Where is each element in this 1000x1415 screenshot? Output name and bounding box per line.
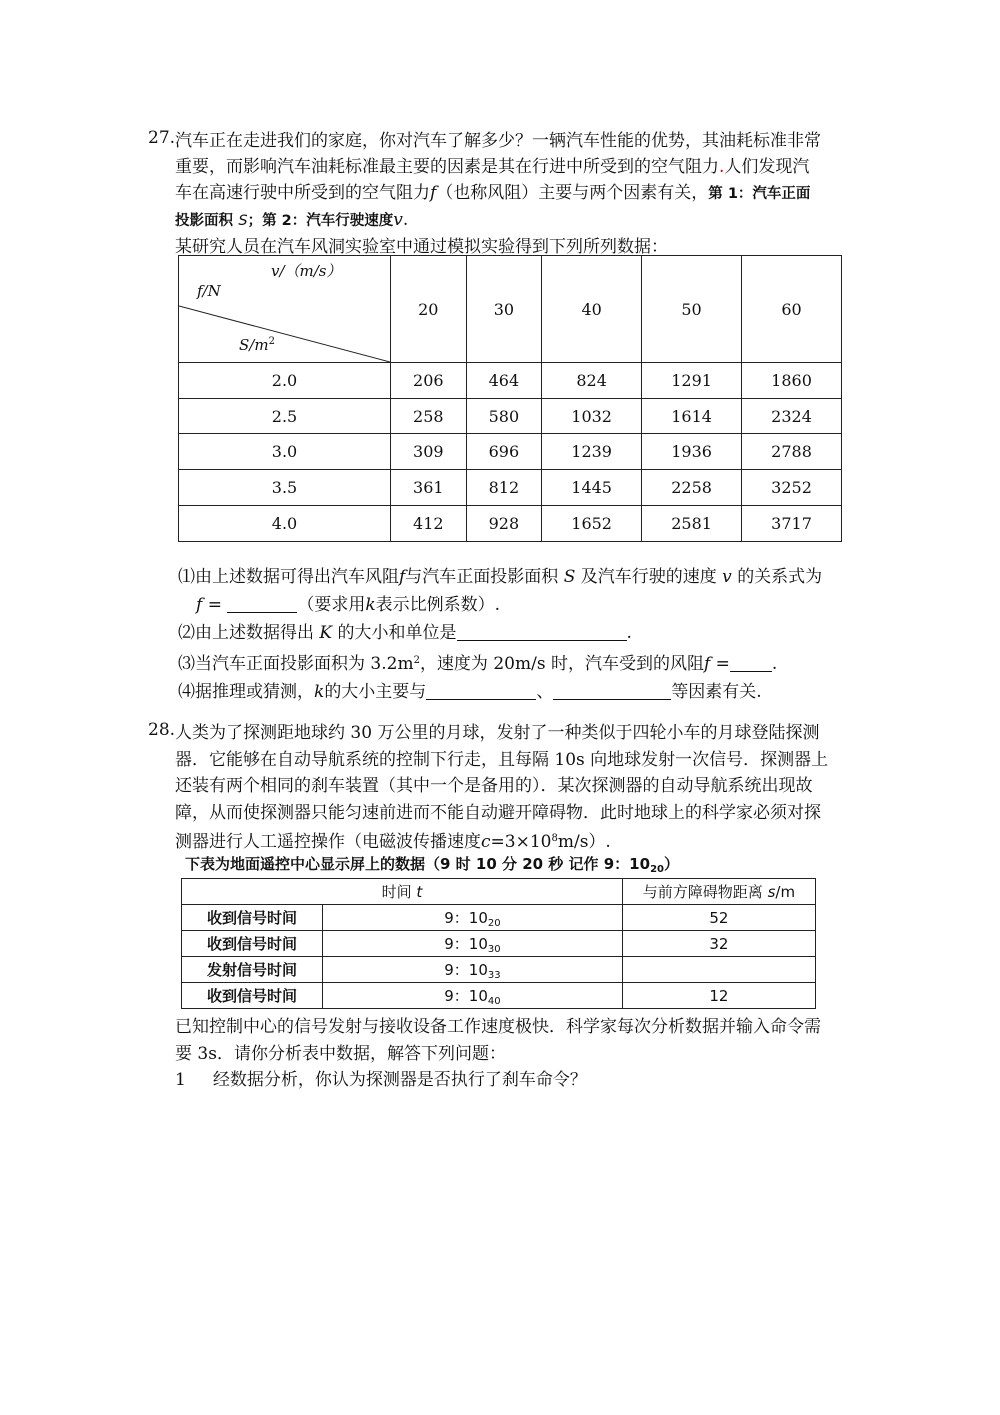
value-cell: 464 bbox=[466, 363, 542, 399]
value-cell: 824 bbox=[542, 363, 642, 399]
distance-cell bbox=[622, 957, 815, 983]
table-row bbox=[179, 434, 842, 470]
q28-after-line2: 要 3s．请你分析表中数据，解答下列问题： bbox=[175, 1043, 506, 1064]
header-force: f/N bbox=[197, 282, 221, 300]
q27-line2-end: 人们发现汽 bbox=[724, 157, 810, 177]
value-cell: 580 bbox=[466, 399, 542, 434]
value-cell: 1936 bbox=[642, 434, 742, 470]
q27-line3-text: 车在高速行驶中所受到的空气阻力 bbox=[175, 183, 430, 203]
value-cell: 2581 bbox=[642, 506, 742, 542]
time-cell: 9：$10_{30}$ bbox=[323, 931, 623, 957]
value-cell: 2324 bbox=[742, 399, 842, 434]
value-cell: 1860 bbox=[742, 363, 842, 399]
q28-after-line1: 已知控制中心的信号发射与接收设备工作速度极快．科学家每次分析数据并输入命令需 bbox=[175, 1017, 821, 1037]
event-label: 收到信号时间 bbox=[182, 983, 323, 1009]
speed-header: 50 bbox=[642, 256, 742, 363]
speed-header: 40 bbox=[542, 256, 642, 363]
area-cell: 4.0 bbox=[179, 506, 391, 542]
q27-line3-text2: （也称风阻）主要与两个因素有关， bbox=[436, 183, 709, 203]
area-cell: 3.0 bbox=[179, 434, 391, 470]
value-cell: 1239 bbox=[542, 434, 642, 470]
q27-line2-text: 重要，而影响汽车油耗标准最主要的因素是其在行进中所受到的空气阻力 bbox=[175, 157, 719, 177]
table-caption: 下表为地面遥控中心显示屏上的数据（9 时 10 分 20 秒 记作 9：$10_{20}$） bbox=[185, 855, 679, 875]
q27-line4-sans: 投影面积 bbox=[175, 213, 233, 229]
diagonal-header-cell bbox=[179, 256, 391, 363]
value-cell: 3717 bbox=[742, 506, 842, 542]
q27-number: 27. bbox=[148, 128, 176, 148]
value-cell: 361 bbox=[391, 470, 467, 506]
time-cell: 9：$10_{20}$ bbox=[323, 905, 623, 931]
value-cell: 1032 bbox=[542, 399, 642, 434]
q27-line4 bbox=[175, 207, 821, 234]
value-cell: 412 bbox=[391, 506, 467, 542]
value-cell: 206 bbox=[391, 363, 467, 399]
value-cell: 1614 bbox=[642, 399, 742, 434]
q27-line4-var: S bbox=[238, 213, 248, 229]
q27-intro: 某研究人员在汽车风洞实验室中通过模拟实验得到下列所列数据： bbox=[175, 237, 668, 257]
subquestion-1: ⑴由上述数据可得出汽车风阻f与汽车正面投影面积 S 及汽车行驶的速度 v 的关系式为 bbox=[178, 567, 823, 587]
q28-subquestion-1 bbox=[175, 1067, 821, 1094]
q27-line3-var: f bbox=[430, 183, 437, 203]
answer-blank[interactable] bbox=[227, 594, 297, 613]
distance-cell: 52 bbox=[622, 905, 815, 931]
q27-line2 bbox=[175, 154, 821, 180]
table-row bbox=[179, 506, 842, 542]
table-header-row bbox=[182, 879, 816, 905]
q28-line2: 器．它能够在自动导航系统的控制下行走，且每隔 10s 向地球发射一次信号．探测器上 bbox=[175, 749, 829, 770]
value-cell: 3252 bbox=[742, 470, 842, 506]
q27-line2-red-dot: . bbox=[719, 157, 725, 177]
answer-blank[interactable] bbox=[730, 653, 772, 672]
q27-line4-var2: v bbox=[393, 210, 403, 230]
value-cell: 1652 bbox=[542, 506, 642, 542]
q27-text bbox=[175, 128, 821, 260]
value-cell: 696 bbox=[466, 434, 542, 470]
event-label: 收到信号时间 bbox=[182, 931, 323, 957]
area-cell: 2.5 bbox=[179, 399, 391, 434]
answer-blank[interactable] bbox=[553, 681, 671, 700]
signal-table bbox=[181, 878, 816, 1009]
value-cell: 309 bbox=[391, 434, 467, 470]
value-cell: 928 bbox=[466, 506, 542, 542]
subquestion-1-formula: f = （要求用k表示比例系数）. bbox=[196, 595, 501, 615]
distance-cell: 32 bbox=[622, 931, 815, 957]
table-row bbox=[179, 470, 842, 506]
time-cell: 9：$10_{33}$ bbox=[323, 957, 623, 983]
value-cell: 1291 bbox=[642, 363, 742, 399]
value-cell: 258 bbox=[391, 399, 467, 434]
subquestion-4: ⑷据推理或猜测，k的大小主要与 、 等因素有关. bbox=[178, 682, 762, 702]
value-cell: 812 bbox=[466, 470, 542, 506]
q27-line3 bbox=[175, 180, 821, 207]
table-row bbox=[179, 363, 842, 399]
q28-line3: 还装有两个相同的刹车装置（其中一个是备用的）．某次探测器的自动导航系统出现故 bbox=[175, 776, 813, 796]
q28-line1: 人类为了探测距地球约 30 万公里的月球，发射了一种类似于四轮小车的月球登陆探测 bbox=[175, 723, 820, 743]
q28-text bbox=[175, 720, 828, 856]
answer-blank[interactable] bbox=[426, 681, 536, 700]
q28-sub1-number: 1 bbox=[175, 1070, 186, 1090]
table-header-row bbox=[179, 256, 842, 363]
speed-header: 20 bbox=[391, 256, 467, 363]
q28-line4: 障，从而使探测器只能匀速前进而不能自动避开障碍物．此时地球上的科学家必须对探 bbox=[175, 802, 821, 823]
q27-line4-sans2: ；第 2：汽车行驶速度 bbox=[247, 213, 394, 229]
q27-line4-end: . bbox=[402, 210, 409, 230]
q28-sub1-text: 经数据分析，你认为探测器是否执行了刹车命令？ bbox=[212, 1070, 587, 1090]
speed-header: 30 bbox=[466, 256, 542, 363]
distance-cell: 12 bbox=[622, 983, 815, 1009]
answer-blank[interactable] bbox=[457, 622, 627, 641]
table-row bbox=[182, 957, 816, 983]
header-speed: v/（m/s） bbox=[271, 262, 342, 280]
area-cell: 2.0 bbox=[179, 363, 391, 399]
distance-header: 与前方障碍物距离 s/m bbox=[622, 879, 815, 905]
q28-after-text bbox=[175, 1014, 821, 1094]
value-cell: 2258 bbox=[642, 470, 742, 506]
q27-subquestions bbox=[178, 563, 822, 706]
table-row bbox=[182, 931, 816, 957]
time-cell: 9：$10_{40}$ bbox=[323, 983, 623, 1009]
table-row bbox=[182, 905, 816, 931]
value-cell: 1445 bbox=[542, 470, 642, 506]
table-row bbox=[179, 399, 842, 434]
area-cell: 3.5 bbox=[179, 470, 391, 506]
event-label: 发射信号时间 bbox=[182, 957, 323, 983]
subquestion-2: ⑵由上述数据得出 K 的大小和单位是 . bbox=[178, 623, 632, 643]
q28-line5: 测器进行人工遥控操作（电磁波传播速度$c=3\times 10^8m/s$）. bbox=[175, 832, 611, 852]
q27-line1: 汽车正在走进我们的家庭，你对汽车了解多少？一辆汽车性能的优势，其油耗标准非常 bbox=[175, 131, 821, 151]
event-label: 收到信号时间 bbox=[182, 905, 323, 931]
subquestion-3: ⑶当汽车正面投影面积为 $3.2m^2$，速度为 20m/s 时，汽车受到的风阻f = . bbox=[178, 654, 778, 674]
q28-number: 28. bbox=[148, 720, 176, 740]
speed-header: 60 bbox=[742, 256, 842, 363]
q27-line3-sans: 第 1：汽车正面 bbox=[708, 186, 811, 202]
table-row bbox=[182, 983, 816, 1009]
value-cell: 2788 bbox=[742, 434, 842, 470]
header-area: $S/m^2$ bbox=[239, 336, 275, 354]
time-header: 时间 t bbox=[182, 879, 623, 905]
drag-data-table bbox=[178, 255, 842, 542]
